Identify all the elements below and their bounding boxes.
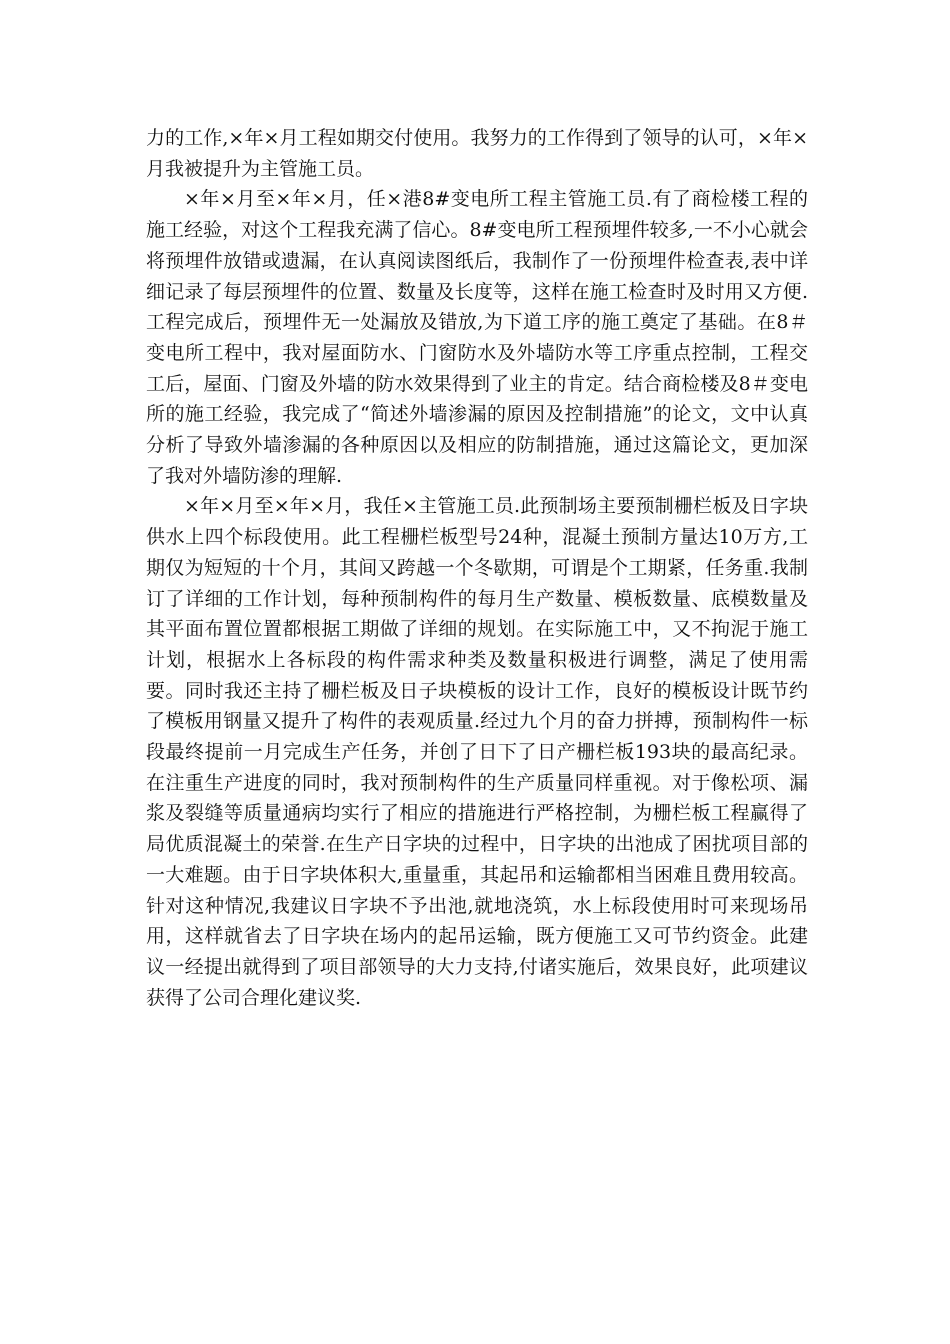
paragraph-continued: 力的工作,×年×月工程如期交付使用。我努力的工作得到了领导的认可，×年×月我被提升为主管施工员。 [146,127,808,180]
body-text [146,123,808,1013]
paragraph-substation-project: ×年×月至×年×月，任×港8#变电所工程主管施工员.有了商检楼工程的施工经验，对这个工程我充满了信心。8#变电所工程预埋件较多,一不小心就会将预埋件放错或遗漏，在认真阅读图纸后，我制作了一份预埋件检查表,表中详细记录了每层预埋件的位置、数量及长度等，这样在施工检查时及时用又方便.工程完成后，预埋件无一处漏放及错放,为下道工序的施工奠定了基础。在8＃变电所工程中，我对屋面防水、门窗防水及外墙防水等工序重点控制，工程交工后，屋面、门窗及外墙的防水效果得到了业主的肯定。结合商检楼及8＃变电所的施工经验，我完成了“简述外墙渗漏的原因及控制措施”的论文，文中认真分析了导致外墙渗漏的各种原因以及相应的防制措施，通过这篇论文，更加深了我对外墙防渗的理解. [146,188,808,487]
paragraph-precast-yard: ×年×月至×年×月，我任×主管施工员.此预制场主要预制栅栏板及日字块供水上四个标段使用。此工程栅栏板型号24种，混凝土预制方量达10万方,工期仅为短短的十个月，其间又跨越一个冬歇期，可谓是个工期紧，任务重.我制订了详细的工作计划，每种预制构件的每月生产数量、模板数量、底模数量及其平面布置位置都根据工期做了详细的规划。在实际施工中，又不拘泥于施工计划，根据水上各标段的构件需求种类及数量积极进行调整，满足了使用需要。同时我还主持了栅栏板及日子块模板的设计工作，良好的模板设计既节约了模板用钢量又提升了构件的表观质量.经过九个月的奋力拼搏，预制构件一标段最终提前一月完成生产任务，并创了日下了日产栅栏板193块的最高纪录。在注重生产进度的同时，我对预制构件的生产质量同样重视。对于像松项、漏浆及裂缝等质量通病均实行了相应的措施进行严格控制，为栅栏板工程赢得了局优质混凝土的荣誉.在生产日字块的过程中，日字块的出池成了困扰项目部的一大难题。由于日字块体积大,重量重，其起吊和运输都相当困难且费用较高。针对这种情况,我建议日字块不予出池,就地浇筑，水上标段使用时可来现场吊用，这样就省去了日字块在场内的起吊运输，既方便施工又可节约资金。此建议一经提出就得到了项目部领导的大力支持,付诸实施后，效果良好，此项建议获得了公司合理化建议奖. [146,495,808,1009]
